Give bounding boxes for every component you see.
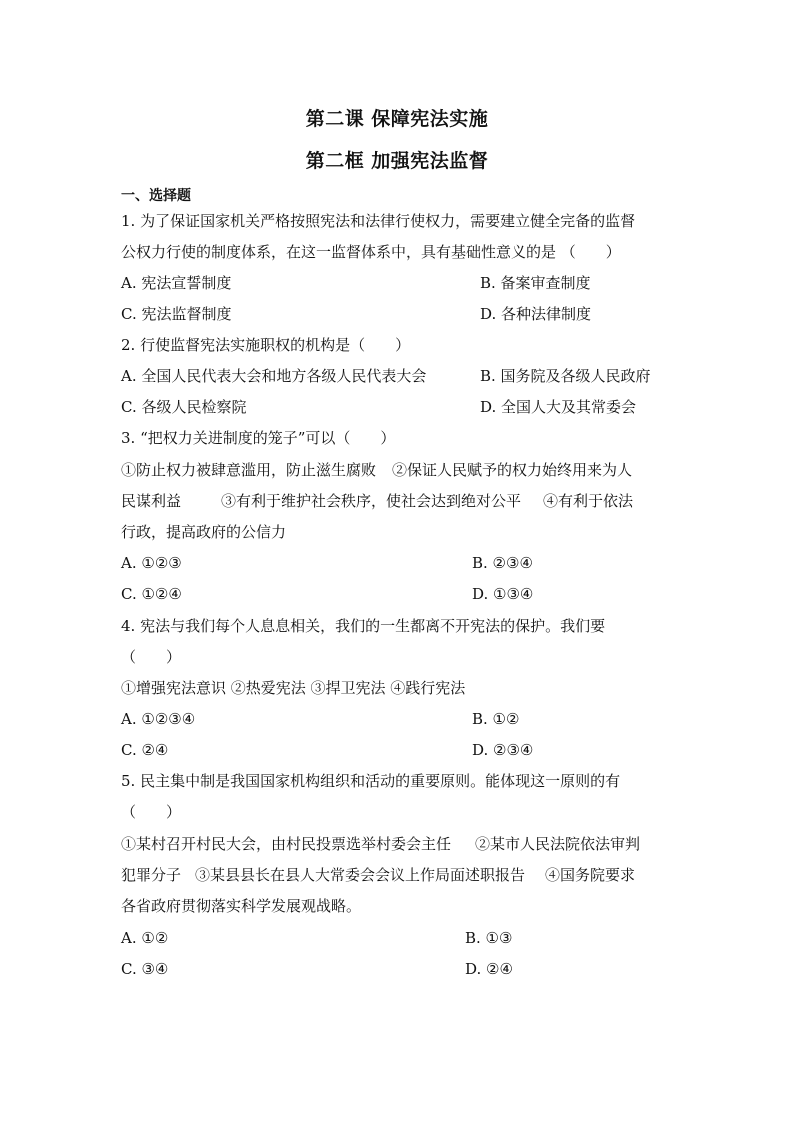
question-5-statement-line-3: 各省政府贯彻落实科学发展观战略。 bbox=[121, 897, 362, 915]
question-5-option-b[interactable]: B. ①③ bbox=[465, 929, 513, 947]
question-4-option-a[interactable]: A. ①②③④ bbox=[121, 710, 196, 728]
question-3-statement-line-3: 行政，提高政府的公信力 bbox=[121, 523, 287, 541]
question-1-option-a[interactable]: A. 宪法宣誓制度 bbox=[121, 274, 232, 292]
question-2-option-a[interactable]: A. 全国人民代表大会和地方各级人民代表大会 bbox=[121, 367, 427, 385]
question-3-option-a[interactable]: A. ①②③ bbox=[121, 554, 182, 572]
question-3-option-d[interactable]: D. ①③④ bbox=[472, 585, 534, 603]
question-3-statement: ④有利于依法 bbox=[543, 492, 634, 510]
question-1-stem-line-1: 1. 为了保证国家机关严格按照宪法和法律行使权力，需要建立健全完备的监督 bbox=[121, 212, 636, 230]
question-1-stem-line-2: 公权力行使的制度体系，在这一监督体系中，具有基础性意义的是 （ ） bbox=[121, 243, 621, 261]
question-1-option-c[interactable]: C. 宪法监督制度 bbox=[121, 305, 232, 323]
question-5-statement: 犯罪分子 bbox=[121, 866, 182, 884]
question-5-option-d[interactable]: D. ②④ bbox=[465, 960, 513, 978]
question-5-statement: ③某县县长在县人大常委会会议上作局面述职报告 bbox=[195, 866, 526, 884]
question-3-statement: 民谋利益 bbox=[121, 492, 182, 510]
question-4-option-c[interactable]: C. ②④ bbox=[121, 741, 169, 759]
question-3-stem-line-1: 3. “把权力关进制度的笼子”可以（ ） bbox=[121, 429, 396, 447]
question-2-option-b[interactable]: B. 国务院及各级人民政府 bbox=[480, 367, 651, 385]
question-1-option-d[interactable]: D. 各种法律制度 bbox=[480, 305, 592, 323]
question-2-option-c[interactable]: C. 各级人民检察院 bbox=[121, 398, 247, 416]
question-4-stem-line-1: 4. 宪法与我们每个人息息相关，我们的一生都离不开宪法的保护。我们要 bbox=[121, 617, 606, 635]
question-5-statement: ④国务院要求 bbox=[545, 866, 636, 884]
question-5-statement-line-2 bbox=[121, 865, 635, 885]
question-5-statement: ②某市人民法院依法审判 bbox=[475, 835, 641, 853]
question-3-statement: ③有利于维护社会秩序，使社会达到绝对公平 bbox=[221, 492, 522, 510]
section-heading: 一、选择题 bbox=[121, 188, 191, 204]
question-5-stem-line-2: （ ） bbox=[121, 803, 182, 821]
question-5-option-c[interactable]: C. ③④ bbox=[121, 960, 169, 978]
question-5-stem-line-1: 5. 民主集中制是我国国家机构组织和活动的重要原则。能体现这一原则的有 bbox=[121, 772, 621, 790]
lesson-title: 第二课 保障宪法实施 bbox=[305, 108, 489, 130]
question-4-stem-line-2: （ ） bbox=[121, 648, 182, 666]
question-5-option-a[interactable]: A. ①② bbox=[121, 929, 169, 947]
question-3-statement: ①防止权力被肆意滥用，防止滋生腐败 bbox=[121, 461, 377, 479]
question-5-statement-line-1 bbox=[121, 834, 640, 854]
lesson-subtitle: 第二框 加强宪法监督 bbox=[305, 150, 489, 172]
question-3-option-c[interactable]: C. ①②④ bbox=[121, 585, 182, 603]
question-3-statement-line-2 bbox=[121, 491, 633, 511]
question-3-statement: ②保证人民赋予的权力始终用来为人 bbox=[392, 461, 633, 479]
question-5-statement: ①某村召开村民大会，由村民投票选举村委会主任 bbox=[121, 835, 452, 853]
question-1-option-b[interactable]: B. 备案审查制度 bbox=[480, 274, 591, 292]
question-3-option-b[interactable]: B. ②③④ bbox=[472, 554, 533, 572]
question-4-option-b[interactable]: B. ①② bbox=[472, 710, 520, 728]
question-2-option-d[interactable]: D. 全国人大及其常委会 bbox=[480, 398, 637, 416]
question-3-statement-line-1 bbox=[121, 460, 632, 480]
question-4-statement-line-1: ①增强宪法意识 ②热爱宪法 ③捍卫宪法 ④践行宪法 bbox=[121, 679, 466, 697]
question-4-option-d[interactable]: D. ②③④ bbox=[472, 741, 534, 759]
question-2-stem-line-1: 2. 行使监督宪法实施职权的机构是（ ） bbox=[121, 336, 411, 354]
